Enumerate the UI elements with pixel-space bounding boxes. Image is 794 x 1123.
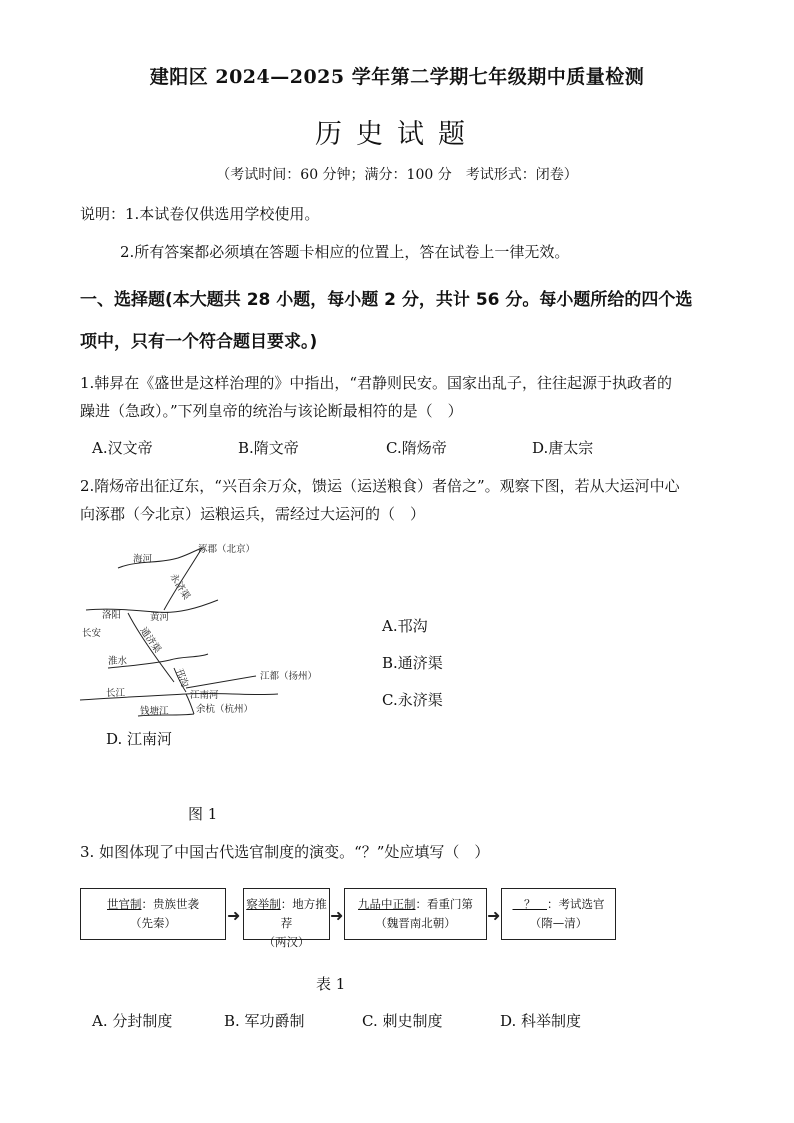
flow-box-jiupin [344, 888, 487, 940]
q3-table-caption: 表 1 [316, 975, 346, 993]
q1-option-b: B.隋文帝 [238, 439, 299, 457]
flow-box-jiupin-desc: ：看重门第 [415, 897, 473, 911]
section-heading-line-2: 项中，只有一个符合题目要求。) [80, 332, 318, 352]
q3-option-d: D. 科举制度 [500, 1012, 582, 1030]
q1-option-a: A.汉文帝 [92, 439, 153, 457]
q2-option-b: B.通济渠 [382, 654, 443, 672]
map-label-qiantangjiang: 钱塘江 [140, 706, 169, 717]
exam-subject-title: 历史试题 [315, 119, 479, 150]
map-haihe-river [118, 548, 202, 568]
flow-box-unknown-desc: ：考试选官 [547, 897, 605, 911]
map-label-zhuojun: 涿郡（北京） [198, 544, 256, 555]
grand-canal-map [78, 538, 348, 720]
map-jiangdu-link [186, 676, 256, 688]
flow-box-shiguan-title: 世官制 [107, 897, 142, 911]
flow-box-unknown-era: （隋—清） [529, 916, 588, 930]
q1-option-d: D.唐太宗 [532, 439, 594, 457]
map-label-tongjiqu: 通济渠 [137, 625, 163, 656]
flow-box-shiguan-desc: ：贵族世袭 [141, 897, 199, 911]
map-label-huanghe: 黄河 [150, 612, 170, 623]
flow-box-chaju [243, 888, 330, 949]
flow-arrow-2: ➜ [330, 906, 344, 925]
map-label-yongjiqu: 永济渠 [167, 571, 192, 602]
q1-stem-line-1: 1.韩昇在《盛世是这样治理的》中指出，“君静则民安。国家出乱子，往往起源于执政者的 [80, 374, 672, 392]
flow-arrow-3: ➜ [487, 906, 501, 925]
q1-stem-line-2: 躁进（急政）。”下列皇帝的统治与该论断最相符的是（ ） [80, 402, 463, 420]
flow-box-shiguan-era: （先秦） [130, 916, 176, 930]
q2-stem-line-1: 2.隋炀帝出征辽东，“兴百余万众，馈运（运送粮食）者倍之”。观察下图，若从大运河中心 [80, 477, 680, 495]
map-label-changan: 长安 [82, 628, 102, 639]
section-heading-line-1: 一、选择题(本大题共 28 小题，每小题 2 分，共计 56 分。每小题所给的四个选 [80, 290, 693, 310]
exam-info: （考试时间：60 分钟；满分：100 分 考试形式：闭卷） [216, 167, 578, 183]
note-line-1: 说明：1.本试卷仅供选用学校使用。 [80, 205, 320, 223]
q1-option-c: C.隋炀帝 [386, 439, 447, 457]
q3-option-a: A. 分封制度 [92, 1012, 173, 1030]
map-label-haihe: 海河 [133, 554, 153, 565]
exam-school-title: 建阳区 2024—2025 学年第二学期七年级期中质量检测 [149, 66, 645, 88]
map-label-yuhang: 余杭（杭州） [196, 704, 254, 715]
q2-option-d: D. 江南河 [106, 730, 173, 748]
flow-box-shiguan [80, 888, 226, 940]
map-label-jiangnanhe: 江南河 [190, 690, 219, 701]
q3-option-c: C. 刺史制度 [362, 1012, 443, 1030]
map-label-changjiang: 长江 [106, 688, 126, 699]
flow-box-chaju-title: 察举制 [246, 897, 281, 911]
q2-stem-line-2: 向涿郡（今北京）运粮运兵，需经过大运河的（ ） [80, 505, 426, 523]
q2-option-a: A.邗沟 [382, 617, 428, 635]
q2-figure-caption: 图 1 [188, 805, 218, 823]
q3-option-b: B. 军功爵制 [224, 1012, 305, 1030]
flow-box-chaju-desc: ：地方推荐 [280, 897, 327, 930]
flow-box-jiupin-era: （魏晋南北朝） [375, 916, 456, 930]
flow-box-jiupin-title: 九品中正制 [358, 897, 416, 911]
flow-box-chaju-era: （两汉） [263, 935, 310, 949]
map-label-luoyang: 洛阳 [102, 610, 122, 621]
q3-stem-line-1: 3. 如图体现了中国古代选官制度的演变。“？”处应填写（ ） [80, 843, 490, 861]
map-label-jiangdu: 江都（扬州） [260, 671, 318, 682]
flow-arrow-1: ➜ [227, 906, 241, 925]
flow-box-unknown-title: ？ [512, 897, 547, 911]
note-line-2: 2.所有答案都必须填在答题卡相应的位置上，答在试卷上一律无效。 [120, 243, 570, 261]
map-label-hangou: 邗沟 [173, 667, 191, 689]
flow-box-unknown [501, 888, 616, 940]
map-label-huaishui: 淮水 [108, 656, 128, 667]
q2-option-c: C.永济渠 [382, 691, 443, 709]
